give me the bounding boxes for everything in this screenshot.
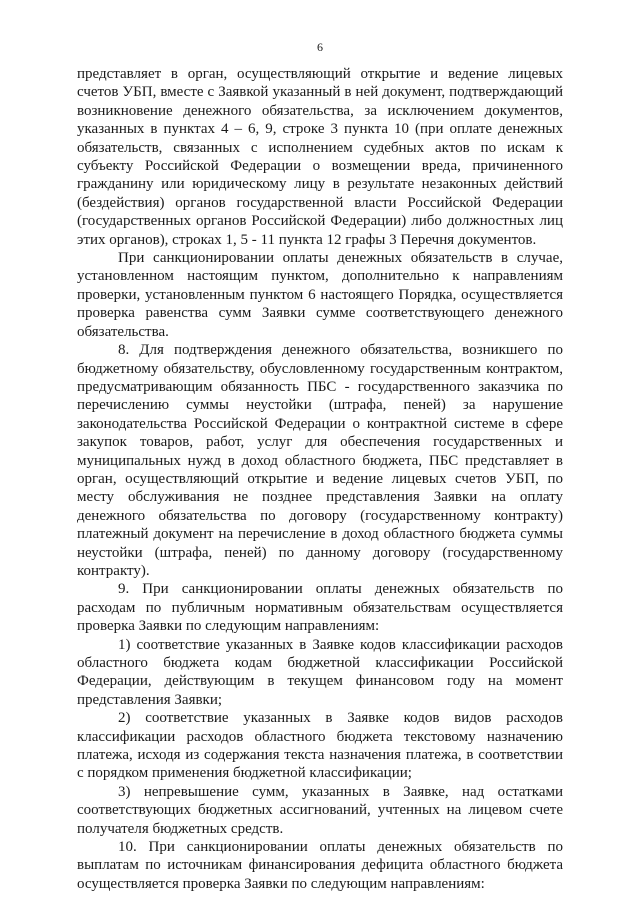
paragraph-item-9-1: 1) соответствие указанных в Заявке кодов классификации расходов областного бюджета кодам бюджетной классификации Российской Федерации, действующим в текущем финансовом году на момент представления Заявки; bbox=[77, 636, 563, 708]
page-number: 6 bbox=[317, 40, 323, 54]
paragraph-continuation: представляет в орган, осуществляющий открытие и ведение лицевых счетов УБП, вместе с Заявкой указанный в ней документ, подтверждающий возникновение денежного обязательства, за исключением документов, указанных в пунктах 4 – 6, 9, строке 3 пункта 10 (при оплате денежных обязательств, связанных с исполнением судебных актов по искам к субъекту Российской Федерации о возмещении вреда, причиненного гражданину или юридическому лицу в результате незаконных действий (бездействия) органов государственной власти Российской Федерации (государственных органов Российской Федерации) либо должностных лиц этих органов), строках 1, 5 - 11 пункта 12 графы 3 Перечня документов. bbox=[77, 66, 563, 248]
document-body bbox=[77, 65, 563, 893]
paragraph-item-9: 9. При санкционировании оплаты денежных обязательств по расходам по публичным нормативным обязательствам осуществляется проверка Заявки по следующим направлениям: bbox=[77, 581, 563, 635]
paragraph-item-9-2: 2) соответствие указанных в Заявке кодов видов расходов классификации расходов областного бюджета текстовому назначению платежа, исходя из содержания текста назначения платежа, в соответствии с порядком применения бюджетной классификации; bbox=[77, 710, 563, 782]
paragraph-item-8: 8. Для подтверждения денежного обязательства, возникшего по бюджетному обязательству, обусловленному государственным контрактом, предусматривающим обязанность ПБС - государственного заказчика по перечислению суммы неустойки (штрафа, пеней) за нарушение законодательства Российской Федерации о контрактной системе в сфере закупок товаров, работ, услуг для обеспечения государственных и муниципальных нужд в доход областного бюджета, ПБС представляет в орган, осуществляющий открытие и ведение лицевых счетов УБП, по месту обслуживания не позднее представления Заявки на оплату денежного обязательства по договору (государственному контракту) платежный документ на перечисление в доход областного бюджета суммы неустойки (штрафа, пеней) по данному договору (государственному контракту). bbox=[77, 342, 563, 579]
paragraph-item-10: 10. При санкционировании оплаты денежных обязательств по выплатам по источникам финансирования дефицита областного бюджета осуществляется проверка Заявки по следующим направлениям: bbox=[77, 839, 563, 892]
paragraph-item-9-3: 3) непревышение сумм, указанных в Заявке, над остатками соответствующих бюджетных ассигнований, учтенных на лицевом счете получателя бюджетных средств. bbox=[77, 783, 563, 837]
paragraph-sanction-check: При санкционировании оплаты денежных обязательств в случае, установленном настоящим пунктом, дополнительно к направлениям проверки, установленным пунктом 6 настоящего Порядка, осуществляется проверка равенства сумм Заявки сумме соответствующего денежного обязательства. bbox=[77, 250, 563, 340]
